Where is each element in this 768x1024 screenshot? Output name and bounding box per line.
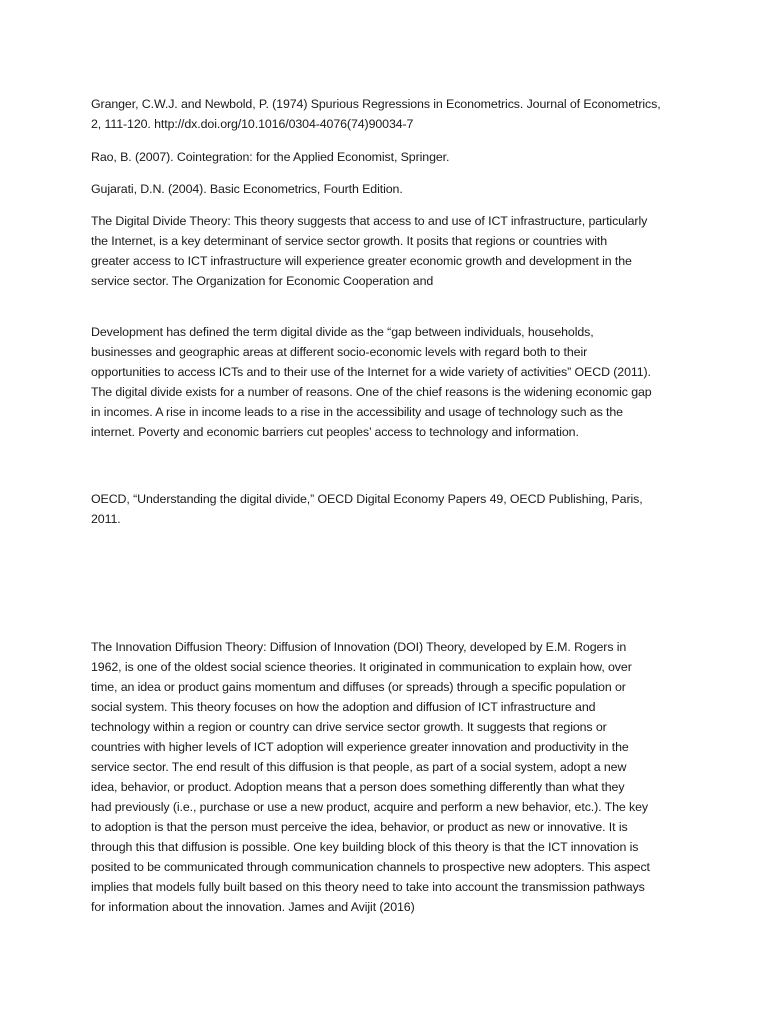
digital-divide-definition-paragraph: Development has defined the term digital divide as the “gap between individuals, households, businesses and geographic areas at different socio-economic levels with regard both to their opportunities to access ICTs and to their use of the Internet for a wide variety of activities” OECD (2011). The digital divide exists for a number of reasons. One of the chief reasons is the widening economic gap in incomes. A rise in income leads to a rise in the accessibility and usage of technology such as the internet. Poverty and economic barriers cut peoples’ access to technology and information. xyxy=(91,325,652,439)
digital-divide-paragraph: The Digital Divide Theory: This theory suggests that access to and use of ICT infrastructure, particularly the Internet, is a key determinant of service sector growth. It posits that regions or countries with greater access to ICT infrastructure will experience greater economic growth and development in the service sector. The Organization for Economic Cooperation and xyxy=(91,214,648,288)
reference-rao: Rao, B. (2007). Cointegration: for the Applied Economist, Springer. xyxy=(91,150,450,164)
innovation-diffusion-paragraph: The Innovation Diffusion Theory: Diffusion of Innovation (DOI) Theory, developed by E.M. Rogers in 1962, is one of the oldest social science theories. It originated in communication to explain how, over time, an idea or product gains momentum and diffuses (or spreads) through a specific population or social system. This theory focuses on how the adoption and diffusion of ICT infrastructure and technology within a region or country can drive service sector growth. It suggests that regions or countries with higher levels of ICT adoption will experience greater innovation and productivity in the service sector. The end result of this diffusion is that people, as part of a social system, adopt a new idea, behavior, or product. Adoption means that a person does something differently than what they had previously (i.e., purchase or use a new product, acquire and perform a new behavior, etc.). The key to adoption is that the person must perceive the idea, behavior, or product as new or innovative. It is through this that diffusion is possible. One key building block of this theory is that the ICT innovation is posited to be communicated through communication channels to prospective new adopters. This aspect implies that models fully built based on this theory need to take into account the transmission pathways for information about the innovation. James and Avijit (2016) xyxy=(91,640,650,914)
reference-oecd: OECD, “Understanding the digital divide,” OECD Digital Economy Papers 49, OECD Publishing, Paris, 2011. xyxy=(91,492,643,526)
reference-granger: Granger, C.W.J. and Newbold, P. (1974) Spurious Regressions in Econometrics. Journal of Econometrics, 2, 111-120. http://dx.doi.org/10.1016/0304-4076(74)90034-7 xyxy=(91,97,661,131)
reference-gujarati: Gujarati, D.N. (2004). Basic Econometrics, Fourth Edition. xyxy=(91,182,403,196)
